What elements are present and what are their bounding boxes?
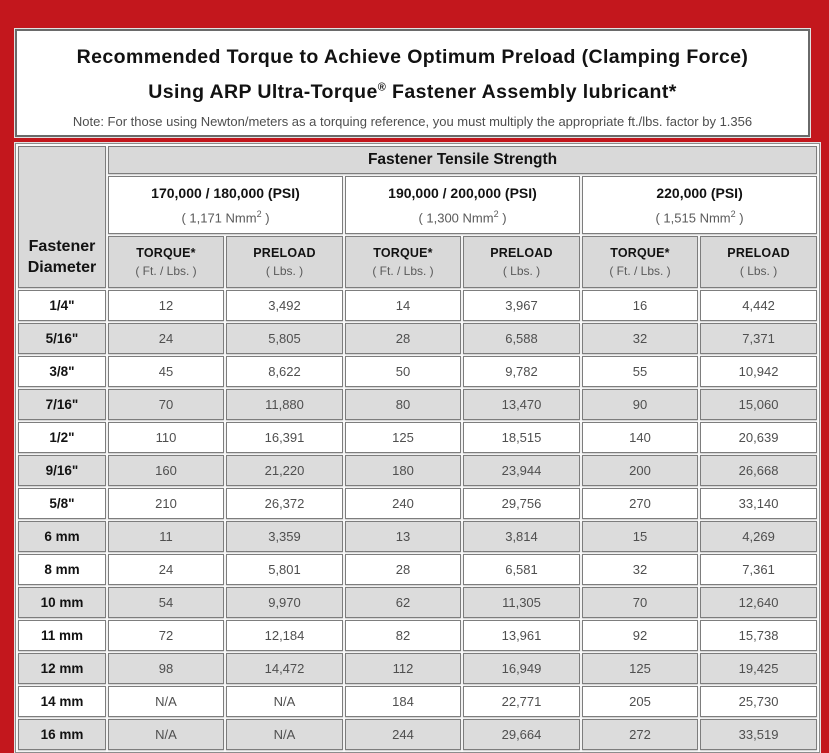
torque-value-cell: 24 xyxy=(108,554,224,585)
fastener-diameter-cell: 5/8" xyxy=(18,488,106,519)
torque-value-cell: 160 xyxy=(108,455,224,486)
torque-value-cell: 28 xyxy=(345,323,461,354)
torque-value-cell: 14 xyxy=(345,290,461,321)
preload-value-cell: 18,515 xyxy=(463,422,580,453)
fastener-diameter-cell: 3/8" xyxy=(18,356,106,387)
preload-value-cell: N/A xyxy=(226,686,343,717)
torque-value-cell: 80 xyxy=(345,389,461,420)
preload-value-cell: 20,639 xyxy=(700,422,817,453)
table-row xyxy=(18,455,817,486)
preload-value-cell: 14,472 xyxy=(226,653,343,684)
torque-value-cell: 54 xyxy=(108,587,224,618)
preload-value-cell: 22,771 xyxy=(463,686,580,717)
torque-value-cell: 24 xyxy=(108,323,224,354)
preload-value-cell: 4,442 xyxy=(700,290,817,321)
table-row xyxy=(18,587,817,618)
torque-value-cell: 240 xyxy=(345,488,461,519)
preload-value-cell: 13,470 xyxy=(463,389,580,420)
torque-value-cell: 82 xyxy=(345,620,461,651)
preload-value-cell: 21,220 xyxy=(226,455,343,486)
preload-column-header-3: PRELOAD ( Lbs. ) xyxy=(700,236,817,288)
preload-value-cell: 33,519 xyxy=(700,719,817,750)
preload-value-cell: 11,305 xyxy=(463,587,580,618)
title-panel xyxy=(15,29,810,137)
torque-value-cell: 92 xyxy=(582,620,698,651)
torque-value-cell: 16 xyxy=(582,290,698,321)
preload-column-header-2: PRELOAD ( Lbs. ) xyxy=(463,236,580,288)
torque-value-cell: 98 xyxy=(108,653,224,684)
torque-value-cell: 70 xyxy=(108,389,224,420)
preload-value-cell: 33,140 xyxy=(700,488,817,519)
title-line1: Recommended Torque to Achieve Optimum Preload (Clamping Force) xyxy=(76,46,749,68)
torque-value-cell: 11 xyxy=(108,521,224,552)
psi-group-170-180: 170,000 / 180,000 (PSI) ( 1,171 Nmm$^2$ ) xyxy=(108,176,343,234)
preload-value-cell: 7,371 xyxy=(700,323,817,354)
preload-value-cell: 13,961 xyxy=(463,620,580,651)
preload-value-cell: 16,949 xyxy=(463,653,580,684)
preload-value-cell: 3,814 xyxy=(463,521,580,552)
table-row xyxy=(18,488,817,519)
preload-value-cell: 3,492 xyxy=(226,290,343,321)
table-row xyxy=(18,521,817,552)
torque-value-cell: 205 xyxy=(582,686,698,717)
psi-group-220: 220,000 (PSI) ( 1,515 Nmm$^2$ ) xyxy=(582,176,817,234)
torque-value-cell: 180 xyxy=(345,455,461,486)
table-row xyxy=(18,422,817,453)
torque-value-cell: 125 xyxy=(582,653,698,684)
psi-group-header-row xyxy=(18,176,817,234)
torque-value-cell: 32 xyxy=(582,323,698,354)
torque-preload-header-row xyxy=(18,236,817,288)
torque-value-cell: 45 xyxy=(108,356,224,387)
preload-value-cell: 3,359 xyxy=(226,521,343,552)
preload-value-cell: 5,801 xyxy=(226,554,343,585)
torque-value-cell: 244 xyxy=(345,719,461,750)
torque-value-cell: 72 xyxy=(108,620,224,651)
torque-value-cell: 125 xyxy=(345,422,461,453)
torque-value-cell: 272 xyxy=(582,719,698,750)
preload-value-cell: 8,622 xyxy=(226,356,343,387)
torque-value-cell: 184 xyxy=(345,686,461,717)
preload-value-cell: 3,967 xyxy=(463,290,580,321)
preload-value-cell: 23,944 xyxy=(463,455,580,486)
torque-value-cell: 90 xyxy=(582,389,698,420)
fastener-diameter-cell: 12 mm xyxy=(18,653,106,684)
torque-value-cell: 210 xyxy=(108,488,224,519)
preload-value-cell: 6,581 xyxy=(463,554,580,585)
table-row xyxy=(18,389,817,420)
page-title xyxy=(23,42,802,107)
table-row xyxy=(18,620,817,651)
torque-value-cell: N/A xyxy=(108,686,224,717)
torque-value-cell: 70 xyxy=(582,587,698,618)
fastener-diameter-cell: 10 mm xyxy=(18,587,106,618)
fastener-diameter-cell: 1/2" xyxy=(18,422,106,453)
table-row xyxy=(18,323,817,354)
preload-value-cell: 7,361 xyxy=(700,554,817,585)
preload-value-cell: 6,588 xyxy=(463,323,580,354)
fastener-diameter-cell: 11 mm xyxy=(18,620,106,651)
torque-column-header-3: TORQUE* ( Ft. / Lbs. ) xyxy=(582,236,698,288)
title-line2: Using ARP Ultra-Torque® Fastener Assembly lubricant* xyxy=(148,80,677,103)
preload-value-cell: 9,970 xyxy=(226,587,343,618)
registered-trademark-symbol: ® xyxy=(377,81,387,93)
preload-column-header-1: PRELOAD ( Lbs. ) xyxy=(226,236,343,288)
preload-value-cell: 29,756 xyxy=(463,488,580,519)
torque-column-header-1: TORQUE* ( Ft. / Lbs. ) xyxy=(108,236,224,288)
fastener-diameter-header: Fastener Diameter xyxy=(18,146,106,288)
table-row xyxy=(18,290,817,321)
preload-value-cell: 25,730 xyxy=(700,686,817,717)
preload-value-cell: 5,805 xyxy=(226,323,343,354)
preload-value-cell: 4,269 xyxy=(700,521,817,552)
preload-value-cell: 26,668 xyxy=(700,455,817,486)
preload-value-cell: 19,425 xyxy=(700,653,817,684)
fastener-tensile-strength-header: Fastener Tensile Strength xyxy=(108,146,817,174)
fastener-diameter-cell: 7/16" xyxy=(18,389,106,420)
preload-value-cell: N/A xyxy=(226,719,343,750)
torque-value-cell: 110 xyxy=(108,422,224,453)
preload-value-cell: 12,640 xyxy=(700,587,817,618)
fastener-diameter-cell: 16 mm xyxy=(18,719,106,750)
torque-value-cell: 12 xyxy=(108,290,224,321)
fastener-diameter-cell: 14 mm xyxy=(18,686,106,717)
fastener-diameter-cell: 1/4" xyxy=(18,290,106,321)
torque-value-cell: N/A xyxy=(108,719,224,750)
torque-value-cell: 55 xyxy=(582,356,698,387)
preload-value-cell: 29,664 xyxy=(463,719,580,750)
preload-value-cell: 9,782 xyxy=(463,356,580,387)
preload-value-cell: 12,184 xyxy=(226,620,343,651)
torque-value-cell: 140 xyxy=(582,422,698,453)
torque-value-cell: 112 xyxy=(345,653,461,684)
torque-value-cell: 50 xyxy=(345,356,461,387)
preload-value-cell: 16,391 xyxy=(226,422,343,453)
preload-value-cell: 15,738 xyxy=(700,620,817,651)
torque-value-cell: 13 xyxy=(345,521,461,552)
table-row xyxy=(18,356,817,387)
fastener-diameter-cell: 8 mm xyxy=(18,554,106,585)
table-row xyxy=(18,719,817,750)
torque-value-cell: 62 xyxy=(345,587,461,618)
torque-value-cell: 15 xyxy=(582,521,698,552)
newton-meters-note: Note: For those using Newton/meters as a torquing reference, you must multiply the appropriate ft./lbs. factor by 1.356 xyxy=(72,113,753,129)
torque-value-cell: 32 xyxy=(582,554,698,585)
fastener-diameter-cell: 9/16" xyxy=(18,455,106,486)
tensile-strength-header-row xyxy=(18,146,817,174)
torque-value-cell: 200 xyxy=(582,455,698,486)
table-row xyxy=(18,554,817,585)
fastener-diameter-cell: 6 mm xyxy=(18,521,106,552)
table-row xyxy=(18,653,817,684)
torque-column-header-2: TORQUE* ( Ft. / Lbs. ) xyxy=(345,236,461,288)
preload-value-cell: 11,880 xyxy=(226,389,343,420)
torque-value-cell: 28 xyxy=(345,554,461,585)
psi-group-190-200: 190,000 / 200,000 (PSI) ( 1,300 Nmm$^2$ ) xyxy=(345,176,580,234)
preload-value-cell: 10,942 xyxy=(700,356,817,387)
table-row xyxy=(18,686,817,717)
fastener-diameter-cell: 5/16" xyxy=(18,323,106,354)
torque-value-cell: 270 xyxy=(582,488,698,519)
preload-value-cell: 15,060 xyxy=(700,389,817,420)
preload-value-cell: 26,372 xyxy=(226,488,343,519)
torque-preload-table xyxy=(15,143,820,753)
